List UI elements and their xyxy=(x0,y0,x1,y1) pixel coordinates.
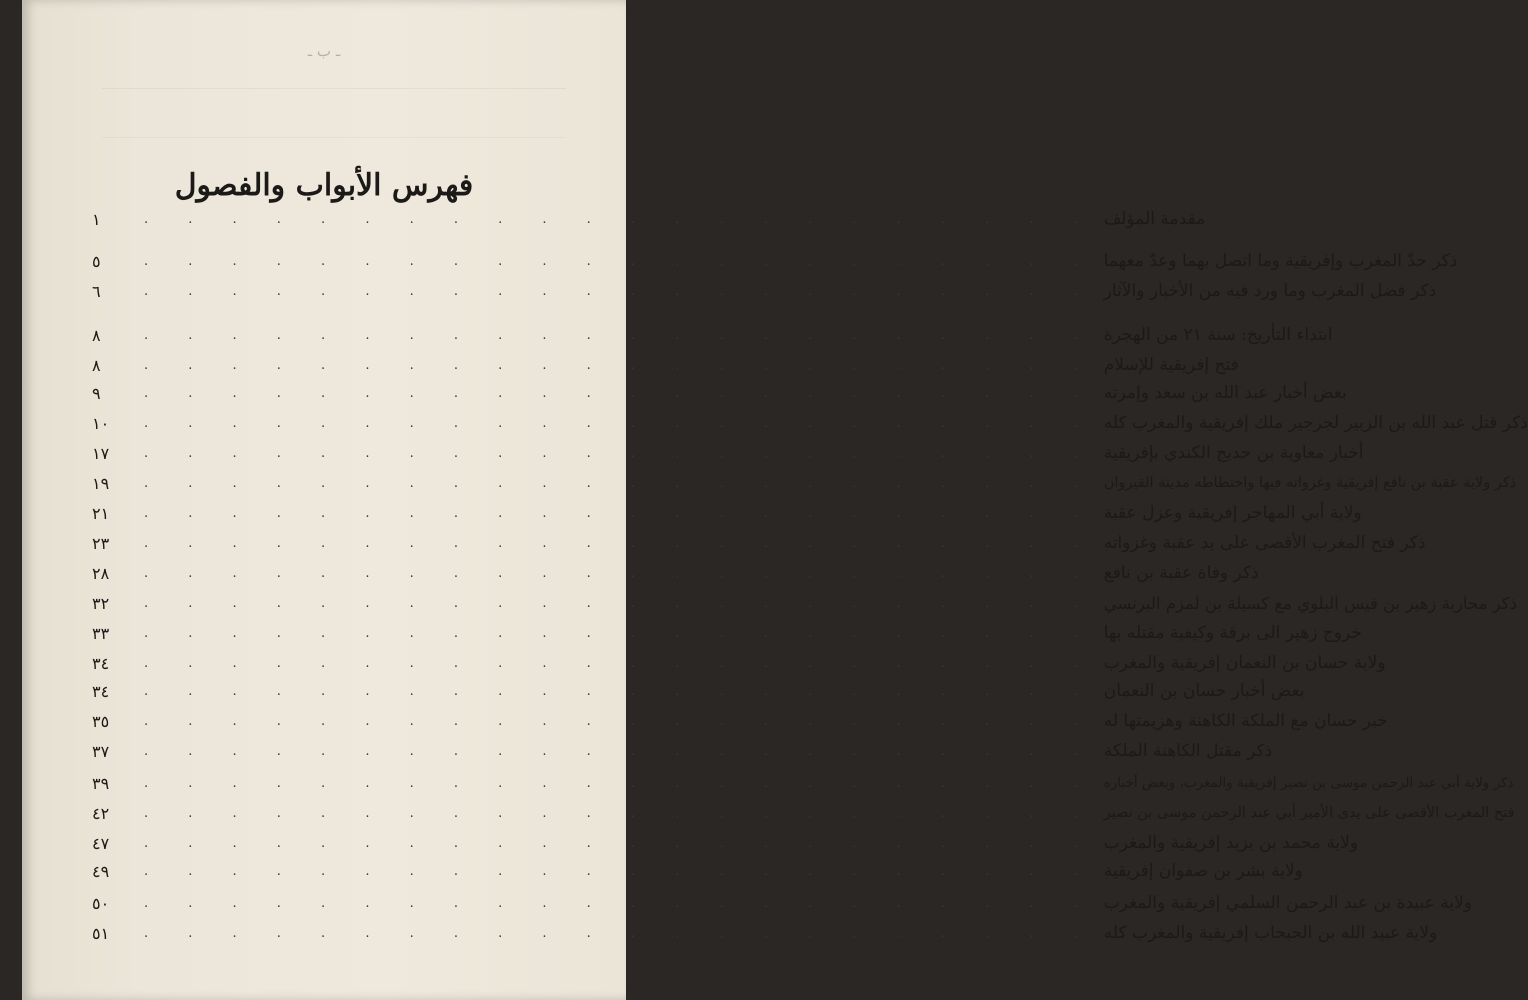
toc-page-number: ٤٧ xyxy=(92,833,110,853)
toc-page-number: ٦ xyxy=(92,281,101,301)
leader-dots: . . . . . . . . . . . . . . . . . . . . . . xyxy=(144,925,1096,941)
toc-page-number: ٩ xyxy=(92,383,101,403)
toc-entry xyxy=(92,530,1426,556)
leader-dots: . . . . . . . . . . . . . . . . . . . . . . xyxy=(144,743,1096,759)
toc-entry xyxy=(92,248,1458,274)
toc-entry-title: ذكر وفاة عقبة بن نافع xyxy=(1103,563,1259,583)
toc-page-number: ٣٤ xyxy=(92,681,110,701)
toc-page-number: ٣٣ xyxy=(92,623,110,643)
leader-dots: . . . . . . . . . . . . . . . . . . . . . . xyxy=(144,385,1096,401)
leader-dots: . . . . . . . . . . . . . . . . . . . . . . xyxy=(144,863,1096,879)
toc-entry-title: ولاية محمد بن يزيد إفريقية والمغرب xyxy=(1103,833,1359,853)
toc-page-number: ١٠ xyxy=(92,413,110,433)
toc-entry-title: أخبار معاوية بن حديج الكندي بإفريقية xyxy=(1103,443,1364,463)
toc-page-number: ١ xyxy=(92,209,101,229)
toc-page-number: ٨ xyxy=(92,355,101,375)
toc-entry xyxy=(92,738,1273,764)
toc-entry xyxy=(92,858,1303,884)
toc-entry xyxy=(92,708,1388,734)
leader-dots: . . . . . . . . . . . . . . . . . . . . . . xyxy=(144,535,1096,551)
toc-entry-title: ابتداء التأريخ: سنة ٢١ من الهجرة xyxy=(1103,325,1333,345)
leader-dots: . . . . . . . . . . . . . . . . . . . . . . xyxy=(144,357,1096,373)
leader-dots: . . . . . . . . . . . . . . . . . . . . . . xyxy=(144,445,1096,461)
toc-entry-title: خروج زهير الى برقة وكيفية مقتله بها xyxy=(1103,623,1362,643)
leader-dots: . . . . . . . . . . . . . . . . . . . . . . xyxy=(144,253,1096,269)
toc-page-number: ١٧ xyxy=(92,443,110,463)
toc-entry-title: ذكر ولاية عقبة بن نافع إفريقية وغزواته فيها واختطاطه مدينة القيروان xyxy=(1103,475,1517,491)
leader-dots: . . . . . . . . . . . . . . . . . . . . . . xyxy=(144,595,1096,611)
toc-entry xyxy=(92,206,1206,232)
toc-entry-title: ذكر محاربة زهير بن قيس البلوي مع كسيلة بن لمزم البرنسي xyxy=(1103,593,1517,613)
bleed-through-text xyxy=(102,88,566,138)
toc-page-number: ٥١ xyxy=(92,923,110,943)
leader-dots: . . . . . . . . . . . . . . . . . . . . . . xyxy=(144,505,1096,521)
toc-entry xyxy=(92,590,1517,616)
leader-dots: . . . . . . . . . . . . . . . . . . . . . . xyxy=(144,475,1096,491)
toc-page-number: ٤٩ xyxy=(92,861,110,881)
leader-dots: . . . . . . . . . . . . . . . . . . . . . . xyxy=(144,655,1096,671)
leader-dots: . . . . . . . . . . . . . . . . . . . . . . xyxy=(144,415,1096,431)
toc-entry xyxy=(92,352,1239,378)
toc-entry xyxy=(92,560,1259,586)
leader-dots: . . . . . . . . . . . . . . . . . . . . . . xyxy=(144,713,1096,729)
toc-entry-title: فتح المغرب الأقصى على يدى الأمير أبي عبد الرحمن موسى بن نصير xyxy=(1103,805,1515,821)
toc-entry-title: فتح إفريقية للإسلام xyxy=(1103,355,1239,375)
toc-entry xyxy=(92,620,1362,646)
toc-page-number: ٤٢ xyxy=(92,803,110,823)
leader-dots: . . . . . . . . . . . . . . . . . . . . . . xyxy=(144,283,1096,299)
toc-page-number: ٢٨ xyxy=(92,563,110,583)
toc-entry xyxy=(92,830,1359,856)
toc-entry-title: ولاية عبيدة بن عبد الرحمن السلمي إفريقية والمغرب xyxy=(1103,893,1472,913)
toc-entry xyxy=(92,650,1386,676)
toc-entry xyxy=(92,278,1437,304)
toc-entry xyxy=(92,770,1514,796)
toc-entry-title: ذكر ولاية أبي عبد الرحمن موسى بن نصير إفريقية والمغرب، وبعض أخباره xyxy=(1103,775,1514,791)
toc-page-number: ٣٧ xyxy=(92,741,110,761)
page-title: فهرس الأبواب والفصول xyxy=(174,168,474,203)
toc-page-number: ٥٠ xyxy=(92,893,110,913)
toc-entry-title: بعض أخبار حسان بن النعمان xyxy=(1103,681,1305,701)
leader-dots: . . . . . . . . . . . . . . . . . . . . . . xyxy=(144,805,1096,821)
leader-dots: . . . . . . . . . . . . . . . . . . . . . . xyxy=(144,211,1096,227)
leader-dots: . . . . . . . . . . . . . . . . . . . . . . xyxy=(144,775,1096,791)
toc-page-number: ٥ xyxy=(92,251,101,271)
toc-entry-title: ذكر مقتل الكاهنة الملكة xyxy=(1103,741,1273,761)
toc-entry-title: ذكر حدّ المغرب وإفريقية وما اتصل بهما وعدّ معهما xyxy=(1103,251,1458,271)
toc-entry-title: خبر حسان مع الملكة الكاهنة وهزيمتها له xyxy=(1103,711,1388,731)
leader-dots: . . . . . . . . . . . . . . . . . . . . . . xyxy=(144,565,1096,581)
leader-dots: . . . . . . . . . . . . . . . . . . . . . . xyxy=(144,625,1096,641)
toc-entry xyxy=(92,890,1472,916)
toc-entry xyxy=(92,322,1333,348)
leader-dots: . . . . . . . . . . . . . . . . . . . . . . xyxy=(144,835,1096,851)
book-page xyxy=(22,0,1528,1000)
toc-entry xyxy=(92,678,1305,704)
toc-entry-title: ذكر قتل عبد الله بن الزبير لجرجير ملك إفريقية والمغرب كله xyxy=(1103,413,1528,433)
toc-page-number: ٢٣ xyxy=(92,533,110,553)
toc-page-number: ٣٤ xyxy=(92,653,110,673)
page-number: ـ ب ـ xyxy=(307,42,341,60)
toc-entry-title: ولاية بشر بن صفوان إفريقية xyxy=(1103,861,1303,881)
toc-entry xyxy=(92,410,1528,436)
leader-dots: . . . . . . . . . . . . . . . . . . . . . . xyxy=(144,683,1096,699)
toc-entry-title: ولاية أبي المهاجر إفريقية وعزل عقبة xyxy=(1103,503,1362,523)
toc-entry xyxy=(92,920,1438,946)
toc-entry-title: ذكر فضل المغرب وما ورد فيه من الأخبار والآثار xyxy=(1103,281,1437,301)
leader-dots: . . . . . . . . . . . . . . . . . . . . . . xyxy=(144,895,1096,911)
leader-dots: . . . . . . . . . . . . . . . . . . . . . . xyxy=(144,327,1096,343)
toc-page-number: ١٩ xyxy=(92,473,110,493)
toc-page-number: ٢١ xyxy=(92,503,110,523)
toc-page-number: ٣٢ xyxy=(92,593,110,613)
toc-entry-title: ذكر فتح المغرب الأقصى على يد عقبة وغزواته xyxy=(1103,533,1426,553)
toc-entry-title: مقدمة المؤلف xyxy=(1103,209,1206,229)
toc-page-number: ٣٩ xyxy=(92,773,110,793)
toc-page-number: ٨ xyxy=(92,325,101,345)
toc-entry-title: ولاية عبيد الله بن الحبحاب إفريقية والمغرب كله xyxy=(1103,923,1438,943)
toc-entry xyxy=(92,500,1362,526)
toc-entry-title: بعض أخبار عبد الله بن سعد وإمرته xyxy=(1103,383,1347,403)
toc-entry xyxy=(92,440,1364,466)
toc-page-number: ٣٥ xyxy=(92,711,110,731)
toc-entry xyxy=(92,470,1517,496)
toc-entry xyxy=(92,380,1347,406)
toc-entry xyxy=(92,800,1515,826)
toc-entry-title: ولاية حسان بن النعمان إفريقية والمغرب xyxy=(1103,653,1386,673)
